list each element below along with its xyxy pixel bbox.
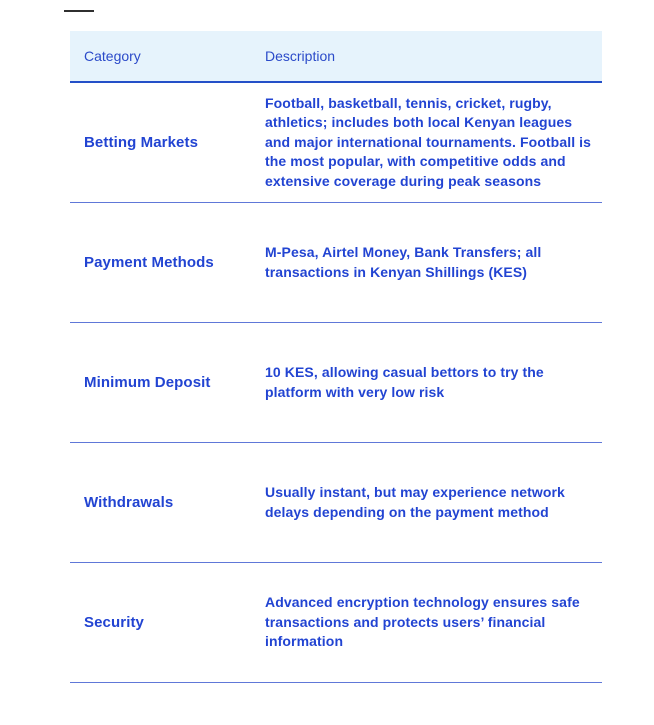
description-cell: Advanced encryption technology ensures safe transactions and protects users’ financial information (265, 594, 580, 650)
description-cell: M-Pesa, Airtel Money, Bank Transfers; all transactions in Kenyan Shillings (KES) (265, 244, 542, 280)
category-cell: Minimum Deposit (84, 374, 211, 391)
category-cell: Withdrawals (84, 494, 174, 511)
category-cell: Betting Markets (84, 134, 199, 151)
category-cell: Payment Methods (84, 254, 214, 271)
description-cell: Football, basketball, tennis, cricket, rugby, athletics; includes both local Kenyan leagues and major international tournaments. Football is the most popular, with competitive odds and extensive coverage during peak seasons (265, 94, 592, 189)
description-cell: Usually instant, but may experience network delays depending on the payment method (265, 484, 565, 520)
table-row-security (70, 563, 602, 683)
description-cell: 10 KES, allowing casual bettors to try the platform with very low risk (265, 364, 544, 400)
column-header-category: Category (84, 48, 141, 64)
category-cell: Security (84, 614, 144, 631)
table-row-betting-markets (70, 83, 602, 203)
cropped-text-stub-line (64, 10, 94, 12)
table-row-minimum-deposit (70, 323, 602, 443)
column-header-description: Description (265, 48, 336, 64)
table-row-payment-methods (70, 203, 602, 323)
table-row-withdrawals (70, 443, 602, 563)
content-table (70, 31, 602, 683)
table-header-row (70, 31, 602, 83)
